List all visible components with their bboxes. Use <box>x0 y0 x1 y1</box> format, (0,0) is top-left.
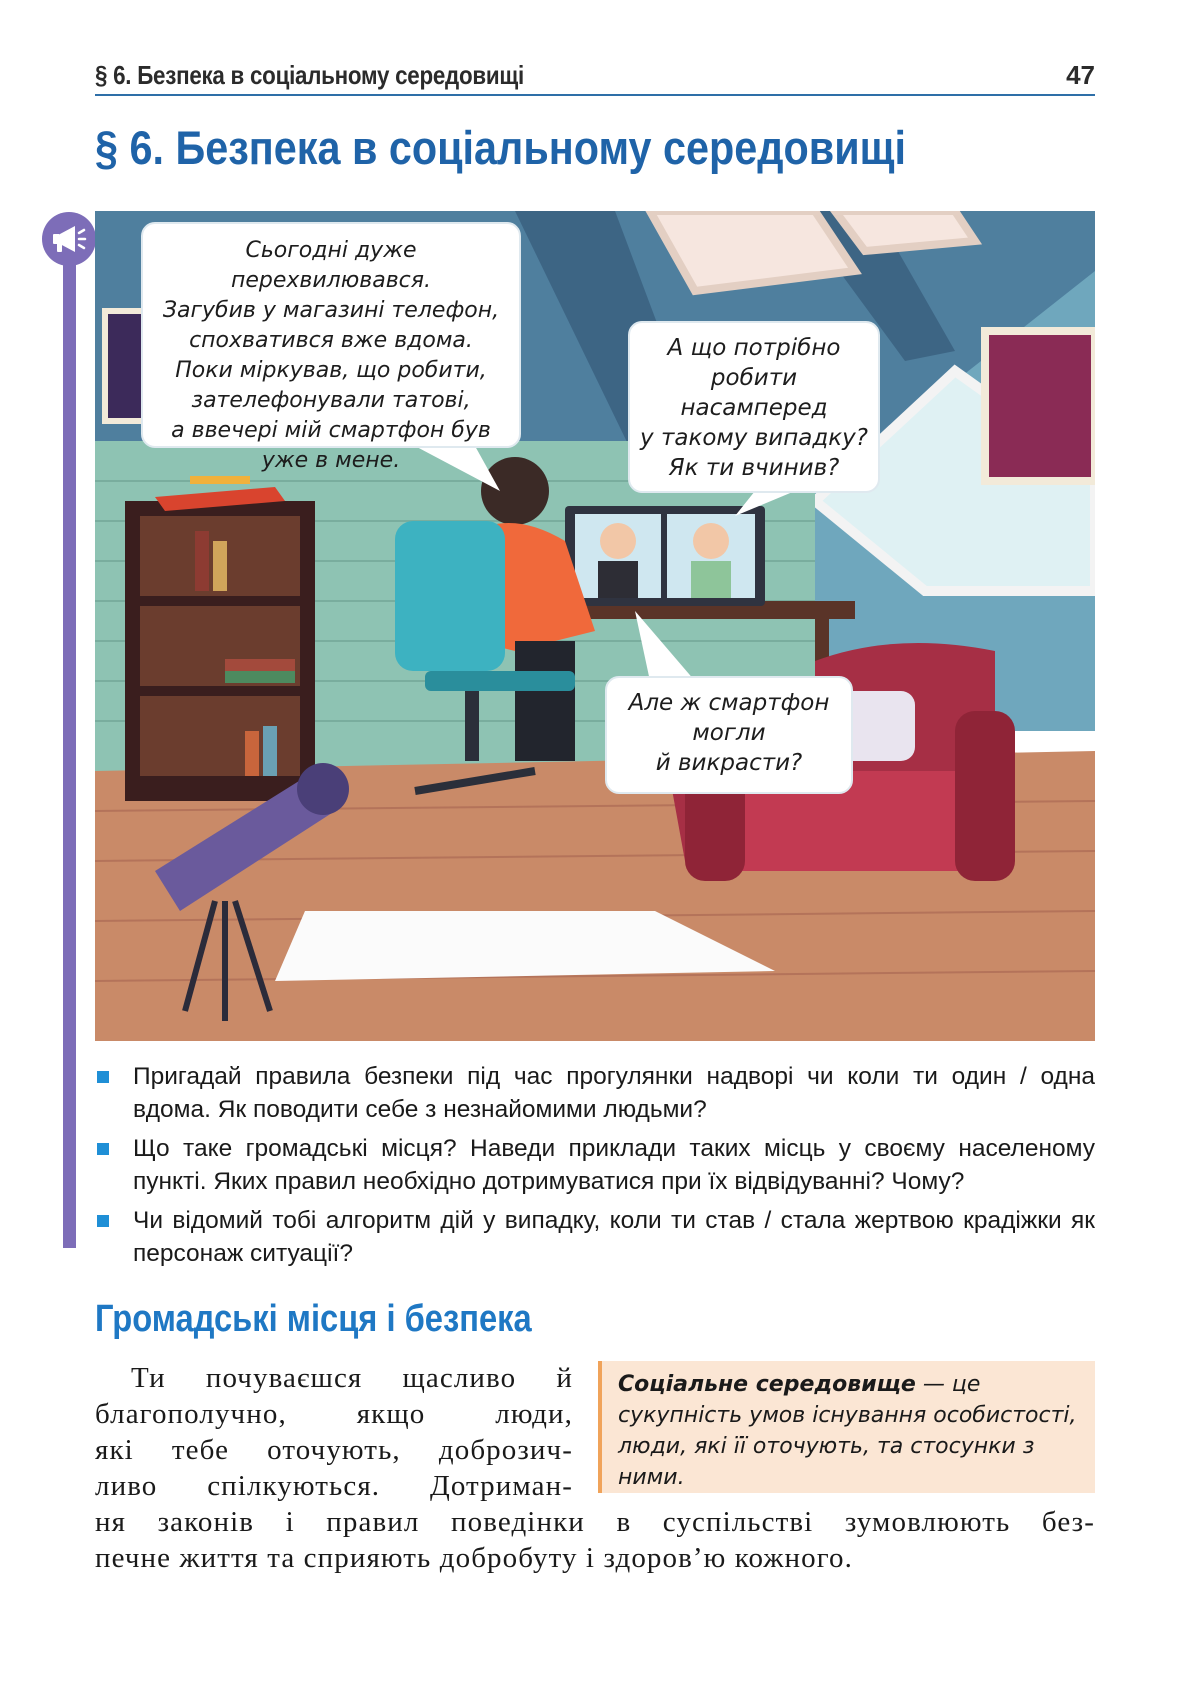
bubble-line: робити <box>710 365 798 391</box>
running-header <box>95 58 1095 96</box>
body-line: які тебе оточують, доброзич- <box>95 1434 573 1466</box>
body-line: ня законів і правил поведінки в суспільстві зумовлюють без- <box>95 1506 1095 1538</box>
megaphone-badge <box>42 212 96 266</box>
body-line: Ти почуваєшся щасливо й <box>131 1362 573 1394</box>
bubble-line: А що потрібно <box>667 335 841 361</box>
definition-text: — це сукупність умов існування особистості, люди, які її оточують, та стосунки з ними. <box>618 1372 1077 1490</box>
square-bullet-icon <box>97 1071 109 1083</box>
bubble-line: Загубив у магазині телефон, <box>162 298 500 323</box>
speech-bubble-boy <box>141 222 521 473</box>
bubble-line: Сьогодні дуже перехвилювався. <box>230 238 432 293</box>
section-heading: Громадські місця і безпека <box>95 1298 532 1340</box>
body-line: благополучно, якщо люди, <box>95 1398 573 1430</box>
picture-frame <box>985 331 1095 481</box>
question-text: Що таке громадські місця? Наведи приклади таких місць у своєму населеному пункті. Яких правил необхідно дотримуватися при їх відвідуванні? Чому? <box>133 1135 1095 1195</box>
page-title: § 6. Безпека в соціальному середовищі <box>95 121 907 174</box>
speech-bubble-friend-1 <box>628 321 880 493</box>
bubble-line: насамперед <box>680 395 828 421</box>
bubble-line: Як ти вчинив? <box>668 455 840 481</box>
question-text: Пригадай правила безпеки під час прогулянки надворі чи коли ти один / одна вдома. Як поводити себе з незнайомими людьми? <box>133 1063 1095 1123</box>
bubble-line: спохватився вже вдома. <box>189 328 473 353</box>
illustration <box>95 211 1095 1041</box>
megaphone-icon <box>51 223 87 255</box>
side-bar <box>63 248 76 1248</box>
question-item <box>95 1132 1095 1198</box>
definition-term: Соціальне середовище <box>618 1372 916 1397</box>
running-title: § 6. Безпека в соціальному середовищі <box>95 60 524 90</box>
bubble-line: зателефонували татові, <box>191 388 471 413</box>
bubble-line: могли <box>692 720 766 746</box>
bubble-line: Поки міркував, що робити, <box>175 358 487 383</box>
body-line: печне життя та сприяють добробуту і здоров’ю кожного. <box>95 1542 853 1574</box>
bubble-line: у такому випадку? <box>640 425 868 451</box>
body-text <box>95 1360 1095 1576</box>
bubble-line: й викрасти? <box>655 750 803 776</box>
question-item <box>95 1204 1095 1270</box>
chair <box>395 521 505 671</box>
speech-bubble-friend-2 <box>605 676 853 794</box>
question-list <box>95 1060 1095 1276</box>
question-item <box>95 1060 1095 1126</box>
square-bullet-icon <box>97 1143 109 1155</box>
question-text: Чи відомий тобі алгоритм дій у випадку, коли ти став / стала жертвою крадіжки як персонаж ситуації? <box>133 1207 1095 1267</box>
bubble-line: а ввечері мій смартфон був <box>171 418 491 443</box>
body-line: ливо спілкуються. Дотриман- <box>95 1470 573 1502</box>
bubble-line: Але ж смартфон <box>628 690 830 716</box>
page-number: 47 <box>1066 60 1095 90</box>
bubble-line: уже в мене. <box>261 448 401 473</box>
square-bullet-icon <box>97 1215 109 1227</box>
